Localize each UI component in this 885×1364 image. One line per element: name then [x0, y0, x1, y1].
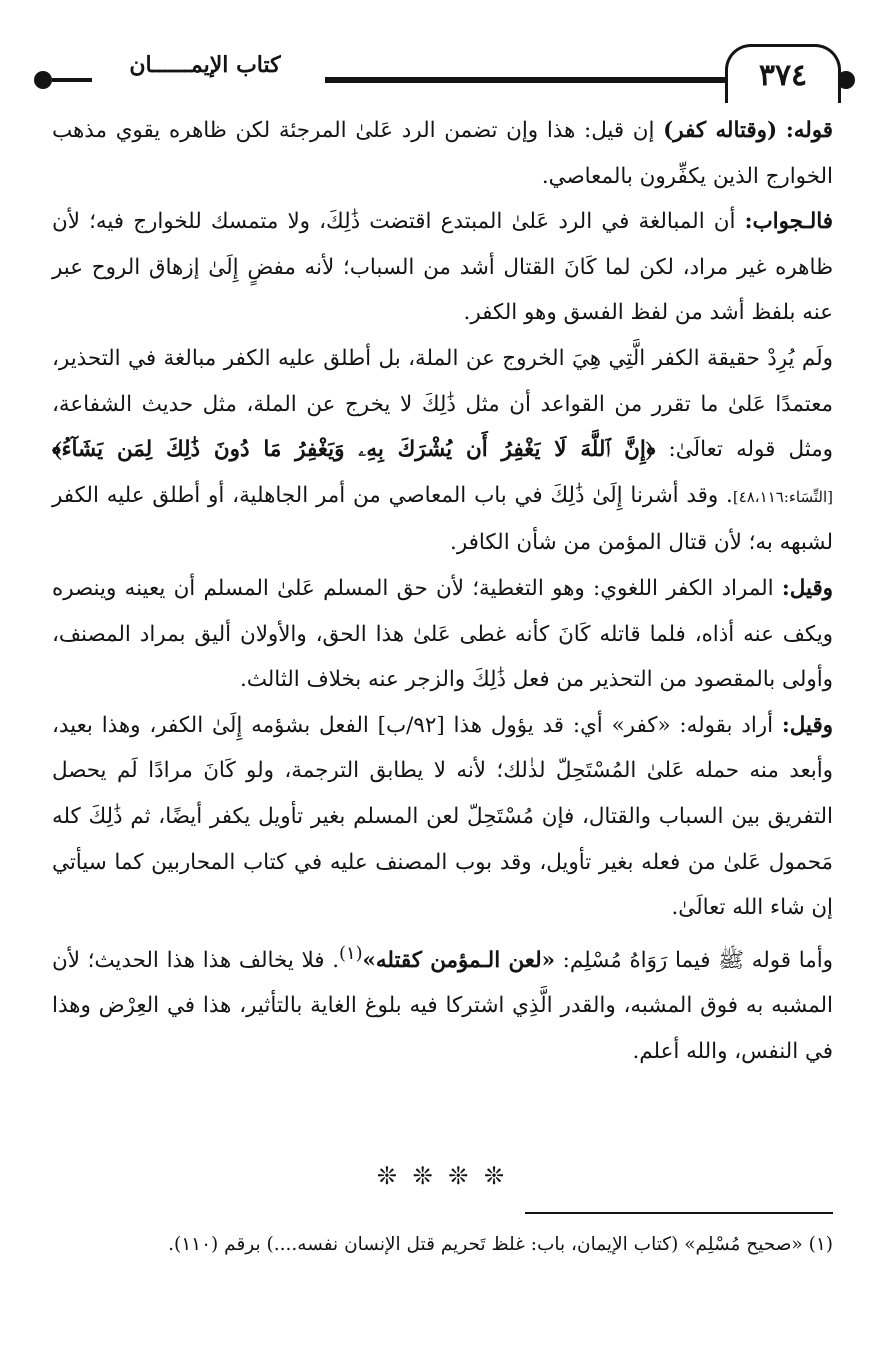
paragraph-text: أن المبالغة في الرد عَلىٰ المبتدع اقتضت ذَٰلِكَ، ولا متمسك للخوارج فيه؛ لأن ظاهره غير مراد، لكن لما كَانَ القتال أشد من السباب؛ لأنه مفضٍ إِلَىٰ إزهاق الروح عبر عنه بلفظ أشد من لفظ الفسق وهو الكفر.: [52, 209, 833, 326]
paragraph: [52, 703, 833, 931]
hadith-quote: «لعن الـمؤمن كقتله»: [362, 947, 555, 973]
header-rule-short: [52, 78, 92, 82]
page-header: [30, 30, 855, 100]
header-rule: [325, 77, 735, 83]
running-title: كتاب الإيمــــــان: [129, 52, 281, 78]
paragraph-lead: فالـجواب:: [744, 209, 833, 235]
page-number-frame: [725, 44, 841, 103]
paragraph-text: وأما قوله ﷺ فيما رَوَاهُ مُسْلِم:: [554, 947, 833, 973]
section-separator: ❊ ❊ ❊ ❊: [376, 1162, 509, 1190]
paragraph-text-tail: . فلا يخالف هذا هذا الحديث؛ لأن المشبه به فوق المشبه، والقدر الَّذِي اشتركا فيه بلوغ الغاية بالتأثير، هذا في العِرْض وهذا في النفس، والله أعلم.: [52, 947, 833, 1064]
quran-verse: ﴿إِنَّ ٱللَّهَ لَا يَغْفِرُ أَن يُشْرَكَ بِهِۦ وَيَغْفِرُ مَا دُونَ ذَٰلِكَ لِمَن يَشَآءُ﴾: [52, 437, 656, 463]
paragraph-lead: قوله:: [785, 118, 833, 143]
paragraph-text: ولَم يُرِدْ حقيقة الكفر الَّتِي هِيَ الخروج عن الملة، بل أطلق عليه الكفر مبالغة في التحذير، معتمدًا عَلىٰ ما تقرر من القواعد أن مثل ذَٰلِكَ لا يخرج عن الملة، مثل حديث الشفاعة، ومثل قوله تعالَىٰ:: [52, 345, 833, 463]
paragraph-text-tail: . وقد أشرنا إِلَىٰ ذَٰلِكَ في باب المعاصي من أمر الجاهلية، أو أطلق عليه الكفر لشبهه به؛ لأن قتال المؤمن من شأن الكافر.: [52, 482, 833, 556]
footnote-marker: (١): [339, 942, 363, 964]
footnote-rule: [525, 1212, 833, 1214]
body-text: [52, 108, 833, 1075]
paragraph: [52, 108, 833, 199]
hadith-phrase: (وقتاله كفر): [663, 118, 778, 143]
paragraph-lead: وقيل:: [781, 575, 833, 601]
header-ornament-dot-left: [34, 71, 52, 89]
footnote: (١) «صحيح مُسْلِم» (كتاب الإيمان، باب: غلظ تَحريم قتل الإنسان نفسه....) برقم (١١٠).: [168, 1234, 833, 1255]
paragraph: [52, 566, 833, 703]
page-number: ٣٧٤: [758, 57, 808, 93]
paragraph: [52, 931, 833, 1075]
paragraph: [52, 199, 833, 336]
paragraph-text: إن قيل: هذا وإن تضمن الرد عَلىٰ المرجئة لكن ظاهره يقوي مذهب الخوارج الذين يكفِّرون بالمعاصي.: [52, 118, 833, 189]
paragraph-lead: وقيل:: [781, 712, 834, 738]
paragraph-text: المراد الكفر اللغوي: وهو التغطية؛ لأن حق المسلم عَلىٰ المسلم أن يعينه وينصره ويكف عنه أذاه، فلما قاتله كَانَ كأنه غطى عَلىٰ هذا الحق، والأولان أليق بمراد المصنف، وأولى بالمقصود من التحذير من فعل ذَٰلِكَ والزجر عنه بخلاف الثالث.: [52, 575, 833, 693]
paragraph: [52, 336, 833, 566]
paragraph-text: أراد بقوله: «كفر» أي: قد يؤول هذا [٩٢/ب] الفعل بشؤمه إِلَىٰ الكفر، وهذا بعيد، وأبعد منه حمله عَلىٰ المُسْتَحِلّ لذٰلك؛ لأنه لا يطابق الترجمة، ولو كَانَ مرادًا لَم يحصل التفريق بين السباب والقتال، فإن مُسْتَحِلّ لعن المسلم بغير تأويل يكفر أيضًا، ثم ذَٰلِكَ كله مَحمول عَلىٰ من فعله بغير تأويل، وقد بوب المصنف عليه في كتاب المحاربين كما سيأتي إن شاء الله تعالَىٰ.: [52, 712, 833, 921]
verse-reference: [النِّسَاء:٤٨،١١٦]: [732, 487, 833, 506]
